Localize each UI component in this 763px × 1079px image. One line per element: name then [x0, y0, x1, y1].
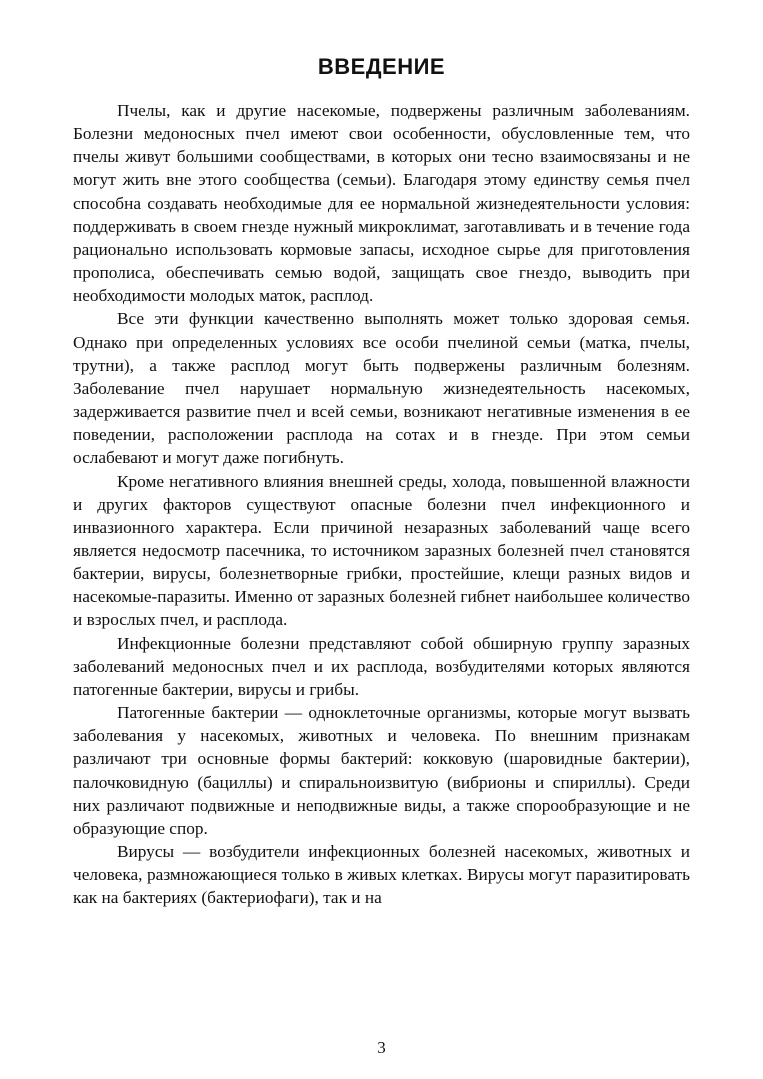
paragraph: Кроме негативного влияния внешней среды, холода, повышенной влажности и других факторов существуют опасные болезни пчел инфекционного и инвазионного характера. Если причиной незаразных заболеваний чаще всего является недосмотр пасечника, то источником заразных болезней пчел становятся бактерии, вирусы, болезнетворные грибки, простейшие, клещи разных видов и насекомые-паразиты. Именно от заразных болезней гибнет наибольшее количество и взрослых пчел, и расплода.	[73, 471, 690, 630]
paragraph: Инфекционные болезни представляют собой обширную группу заразных заболеваний медоносных пчел и их расплода, возбудителями которых являются патогенные бактерии, вирусы и грибы.	[73, 633, 690, 699]
page-number: 3	[377, 1038, 386, 1057]
body-text	[73, 99, 690, 909]
paragraph: Вирусы — возбудители инфекционных болезней насекомых, животных и человека, размножающиеся только в живых клетках. Вирусы могут паразитировать как на бактериях (бактериофаги), так и на	[73, 842, 690, 908]
page-title: ВВЕДЕНИЕ	[317, 54, 446, 79]
paragraph: Патогенные бактерии — одноклеточные организмы, которые могут вызвать заболевания у насекомых, животных и человека. По внешним признакам различают три основные формы бактерий: кокковую (шаровидные бактерии), палочковидную (бациллы) и спиральноизвитую (вибрионы и спириллы). Среди них различают подвижные и неподвижные виды, а также спорообразующие и не образующие спор.	[73, 703, 690, 838]
paragraph: Все эти функции качественно выполнять может только здоровая семья. Однако при определенных условиях все особи пчелиной семьи (матка, пчелы, трутни), а также расплод могут быть подвержены различным болезням. Заболевание пчел нарушает нормальную жизнедеятельность насекомых, задерживается развитие пчел и всей семьи, возникают негативные изменения в ее поведении, расположении расплода на сотах и в гнезде. При этом семьи ослабевают и могут даже погибнуть.	[73, 309, 690, 468]
paragraph: Пчелы, как и другие насекомые, подвержены различным заболеваниям. Болезни медоносных пчел имеют свои особенности, обусловленные тем, что пчелы живут большими сообществами, в которых они тесно взаимосвязаны и не могут жить вне этого сообщества (семьи). Благодаря этому единству семья пчел способна создавать необходимые для ее нормальной жизнедеятельности условия: поддерживать в своем гнезде нужный микроклимат, заготавливать и в течение года рационально использовать кормовые запасы, исходное сырье для приготовления прополиса, обеспечивать семью водой, защищать свое гнездо, выводить при необходимости молодых маток, расплод.	[73, 101, 690, 306]
